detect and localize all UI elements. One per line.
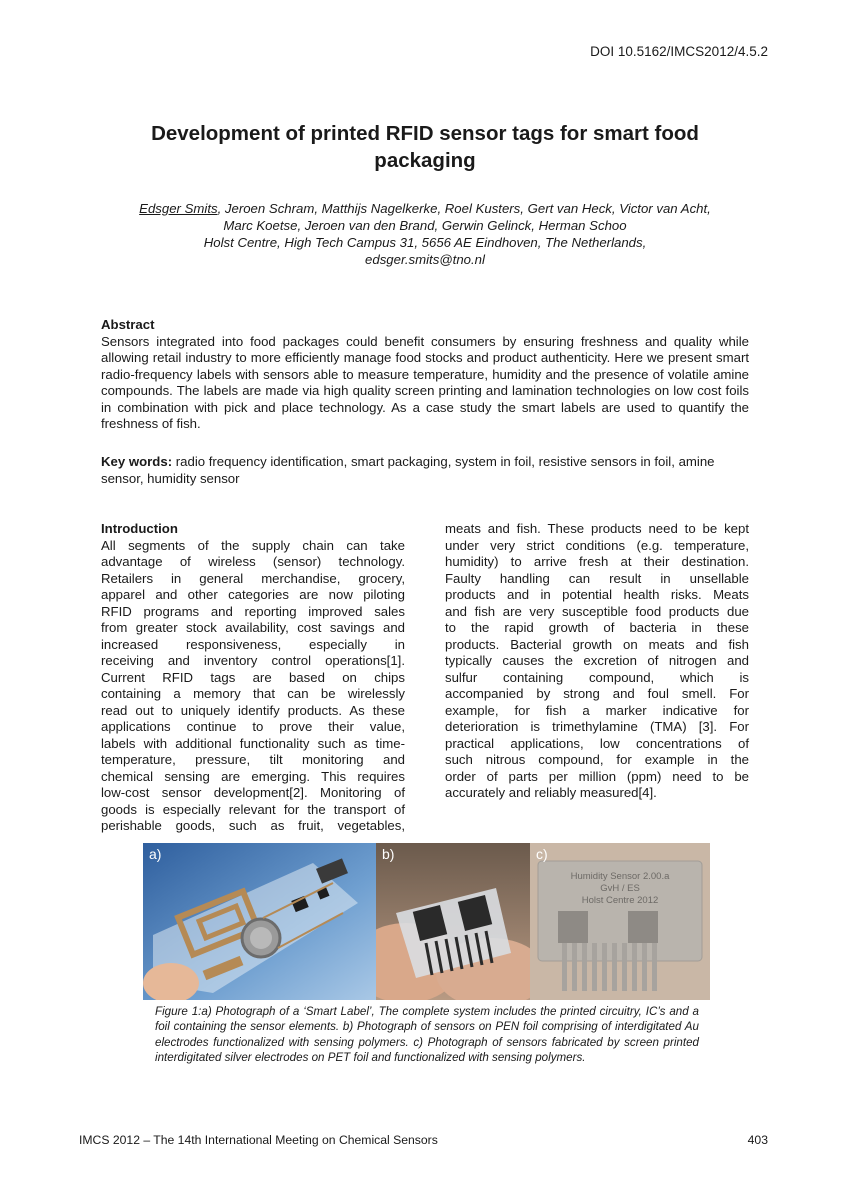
text-line: low-cost sensor development[2]. Monitoring of [101,785,405,800]
text-line: apparel and other categories are now piloting [101,587,405,602]
text-line: practical applications, low concentrations of [445,735,749,751]
figure-1 [143,843,710,1000]
abstract-heading: Abstract [101,317,155,332]
text-line: applications continue to prove their value, [101,719,405,734]
text-line: RFID programs and reporting improved sales [101,603,405,619]
text-line: perishable goods, such as fruit, vegetables, [101,818,405,833]
figure-label-a: a) [149,846,162,862]
text-line: temperature, pressure, tilt monitoring and [101,752,405,767]
figure-caption: Figure 1:a) Photograph of a ‘Smart Label’, The complete system includes the printed circuitry, IC’s and a foil containing the sensor elements. b) Photograph of sensors on PEN foil comprising of interdigitated Au electrodes functionalized with sensing polymers. c) Photograph of sensors fabricated by screen printed interdigitated silver electrodes on PET foil and functionalized with sensing polymers. [155,1005,699,1064]
sensor-engraving-line-3: Holst Centre 2012 [581,895,659,906]
introduction-heading: Introduction [101,521,178,536]
keywords-section [101,454,749,487]
text-line: example, for fish a marker indicative for [445,702,749,718]
introduction-column-2 [445,521,749,802]
paper-title [60,120,790,174]
footer-conference: IMCS 2012 – The 14th International Meeting on Chemical Sensors [79,1133,438,1147]
text-line: Faulty handling can result in unsellable [445,570,749,586]
affiliation: Holst Centre, High Tech Campus 31, 5656 AE Eindhoven, The Netherlands, [203,235,647,250]
text-line: such nitrous compound, for example in the [445,752,749,767]
text-line: order of parts per million (ppm) need to be [445,768,749,784]
text-line: from greater stock availability, cost savings and [101,620,405,635]
title-line-2: packaging [374,149,476,172]
text-line: deterioration is trimethylamine (TMA) [3]. For [445,719,749,734]
text-line: humidity) to arrive fresh at their destination. [445,554,749,569]
keywords-label: Key words: [101,454,173,469]
authors-line-1 [60,200,790,217]
text-line: Retailers in general merchandise, grocery, [101,570,405,586]
text-line: labels with additional functionality such as time- [101,735,405,751]
page-number: 403 [747,1133,768,1147]
text-line: and fish are very susceptible food products due [445,603,749,619]
text-line: receiving and inventory control operations[1]. [101,653,405,668]
pen-foil-sensor-photo [376,843,530,1000]
author-block [60,200,790,268]
text-line: to the rapid growth of bacteria in these [445,620,749,635]
introduction-column-1 [101,521,405,835]
figure-panel-c [530,843,710,1000]
abstract-text: Sensors integrated into food packages could benefit consumers by ensuring freshness and quality while allowing retail industry to more efficiently manage food stocks and product authenticity. Here we present smart radio-frequency labels with sensors able to measure temperature, humidity and the presence of volatile amine compounds. The labels are made via high quality screen printing and lamination technologies on low cost foils in combination with pick and place technology. As a case study the smart labels are used to quantify the freshness of fish. [101,333,749,431]
text-line: chemical sensing are emerging. This requires [101,768,405,784]
text-line: containing a memory that can be wirelessly [101,686,405,701]
authors-line-2: Marc Koetse, Jeroen van den Brand, Gerwin Gelinck, Herman Schoo [223,218,627,233]
pet-foil-sensor-photo [530,843,710,1000]
text-line: All segments of the supply chain can take [101,537,405,553]
text-line: accompanied by strong and foul smell. For [445,686,749,701]
text-line: sulfur containing compound, which is [445,669,749,685]
text-line: products. Bacterial growth on meats and fish [445,636,749,652]
text-line: typically causes the excretion of nitrogen and [445,653,749,668]
sensor-engraving-line-1: Humidity Sensor 2.00.a [570,871,670,882]
smart-label-photo [143,843,376,1000]
keywords-text: radio frequency identification, smart packaging, system in foil, resistive sensors in foil, amine sensor, humidity sensor [101,454,715,486]
figure-panel-a [143,843,376,1000]
text-line: increased responsiveness, especially in [101,636,405,652]
figure-panel-b [376,843,530,1000]
abstract-section [101,317,749,433]
authors-line-1-rest: , Jeroen Schram, Matthijs Nagelkerke, Roel Kusters, Gert van Heck, Victor van Acht, [217,201,711,216]
text-line: Current RFID tags are based on chips [101,669,405,685]
text-line: accurately and reliably measured[4]. [445,785,657,800]
corresponding-author: Edsger Smits [139,201,218,216]
doi: DOI 10.5162/IMCS2012/4.5.2 [590,44,768,59]
text-line: products and in potential health risks. Meats [445,587,749,602]
text-line: advantage of wireless (sensor) technology. [101,554,405,569]
text-line: goods is especially relevant for the transport of [101,801,405,817]
text-line: meats and fish. These products need to be kept [445,521,749,536]
sensor-engraving-line-2: GvH / ES [600,883,640,894]
text-line: read out to uniquely identify products. As these [101,702,405,718]
email: edsger.smits@tno.nl [365,252,485,267]
title-line-1: Development of printed RFID sensor tags for smart food [151,122,699,145]
figure-label-c: c) [536,846,548,862]
figure-label-b: b) [382,846,395,862]
text-line: under very strict conditions (e.g. temperature, [445,537,749,553]
